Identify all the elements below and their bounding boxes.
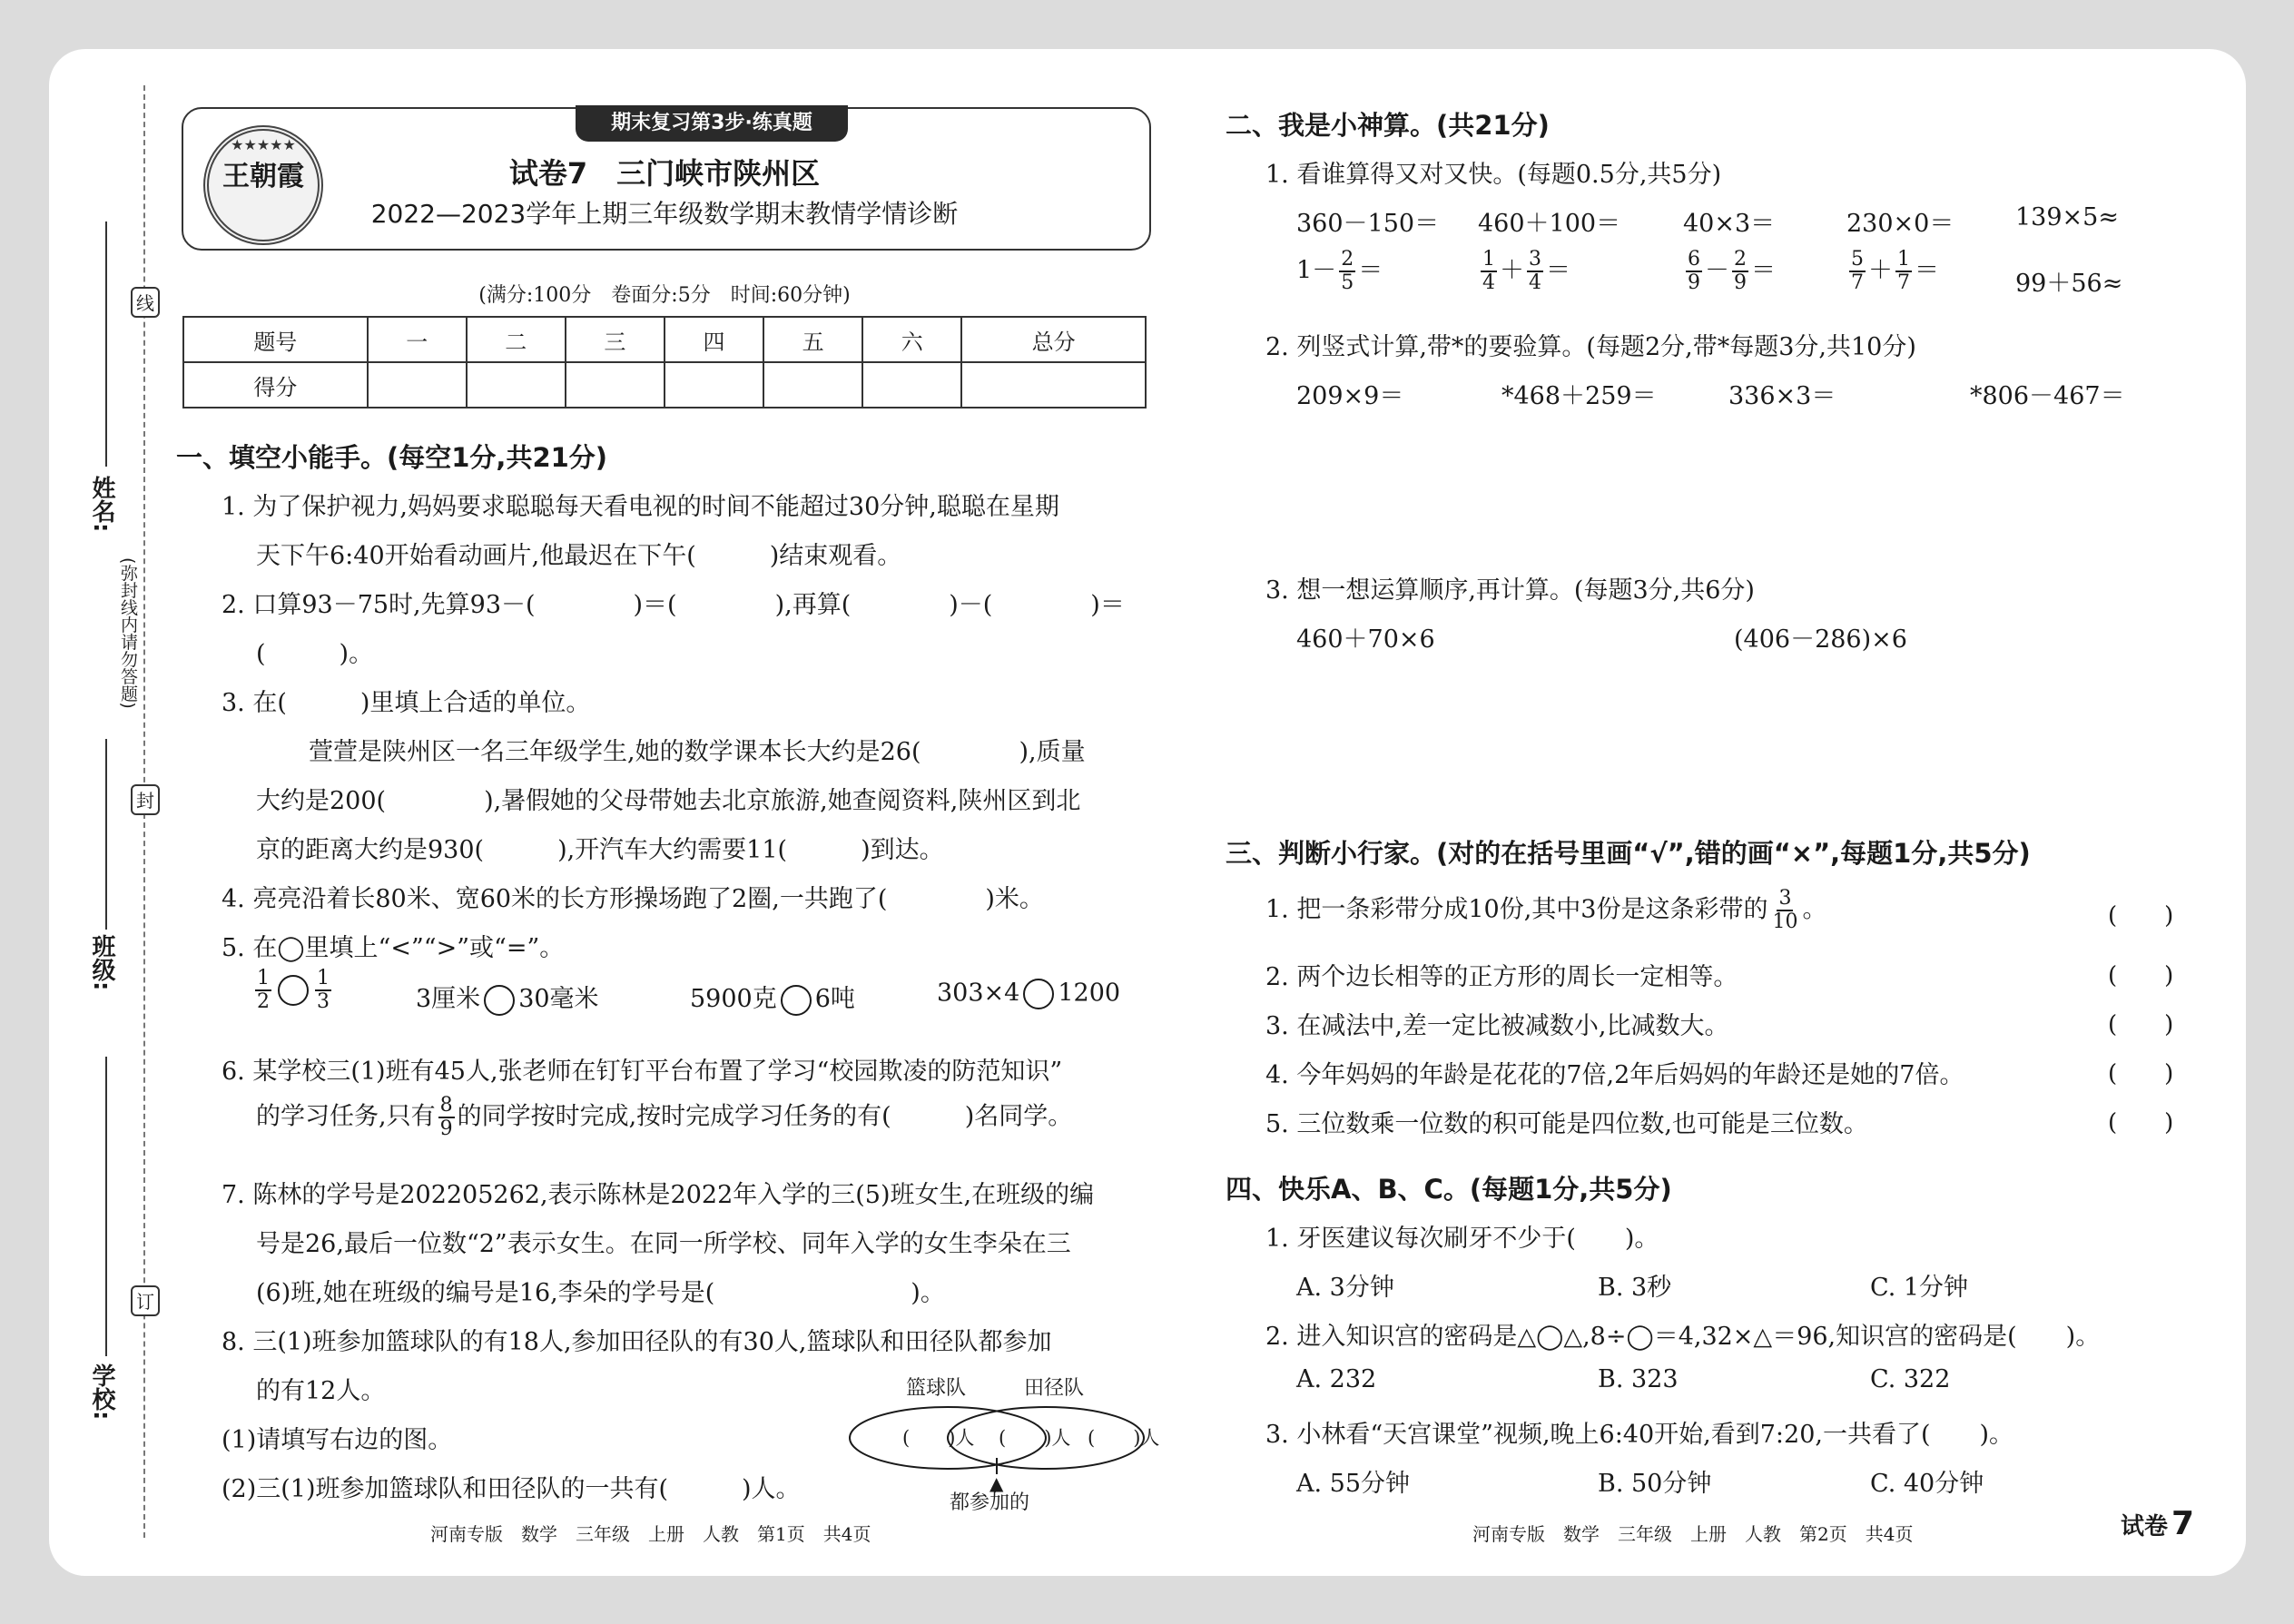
- score-header: 二: [467, 317, 566, 362]
- s4-q1-option-b[interactable]: B. 3秒: [1598, 1274, 1672, 1302]
- s2-calc-9: $\frac{5}{7}$ ＋ $\frac{1}{7}$ ＝: [1851, 248, 1939, 294]
- score-row-label: 得分: [183, 362, 368, 408]
- venn-arrow-icon: ▲: [989, 1472, 1004, 1494]
- s2-calc-5: 139×5≈: [2015, 203, 2119, 231]
- school-label: 学校:: [88, 1363, 115, 1421]
- score-header: 六: [862, 317, 961, 362]
- s2-calc-6: 1－ $\frac{2}{5}$ ＝: [1296, 248, 1383, 294]
- binding-warning: (弥封线内请勿答题): [118, 557, 138, 709]
- score-header: 题号: [183, 317, 368, 362]
- s4-q3: 3. 小林看“天宫课堂”视频,晚上6:40开始,看到7:20,一共看了( )。: [1265, 1421, 2014, 1449]
- fraction: $\frac{8}{9}$: [439, 1094, 453, 1140]
- s4-q2-option-c[interactable]: C. 322: [1870, 1365, 1951, 1393]
- fraction: $\frac{1}{3}$: [317, 967, 330, 1013]
- s2-calc-2: 460＋100＝: [1478, 210, 1621, 238]
- s1-q5-item-3: 5900克 6吨: [690, 979, 855, 1016]
- compare-circle[interactable]: [781, 985, 812, 1016]
- s4-q3-option-a[interactable]: A. 55分钟: [1296, 1470, 1411, 1498]
- s2-vertical-3: 336×3＝: [1728, 382, 1836, 410]
- score-cell[interactable]: [467, 362, 566, 408]
- s2-q3: 3. 想一想运算顺序,再计算。(每题3分,共6分): [1265, 576, 1755, 605]
- s1-q1-line1: 1. 为了保护视力,妈妈要求聪聪每天看电视的时间不能超过30分钟,聪聪在星期: [222, 493, 1059, 521]
- binding-seal-label: 封: [131, 784, 160, 815]
- s2-calc-7: $\frac{1}{4}$ ＋ $\frac{3}{4}$ ＝: [1482, 248, 1570, 294]
- s2-calc-4: 230×0＝: [1846, 210, 1954, 238]
- venn-right-label: 田径队: [1024, 1377, 1085, 1400]
- s2-calc-1: 360－150＝: [1296, 210, 1440, 238]
- section-4-title: 四、快乐A、B、C。(每题1分,共5分): [1226, 1174, 1672, 1205]
- s4-q1-option-c[interactable]: C. 1分钟: [1870, 1274, 1969, 1302]
- s1-q6-line2: 的学习任务,只有 $\frac{8}{9}$ 的同学按时完成,按时完成学习任务的有( )名同学。: [256, 1094, 1073, 1140]
- step-banner: 期末复习第3步·练真题: [576, 105, 848, 142]
- s3-answer-bracket-1[interactable]: ( ): [2108, 902, 2174, 930]
- venn-blank-right[interactable]: ( )人: [1088, 1427, 1160, 1449]
- fraction: $\frac{3}{10}$: [1772, 887, 1798, 933]
- s4-q1-option-a[interactable]: A. 3分钟: [1296, 1274, 1394, 1302]
- s2-op-2: (406－286)×6: [1734, 625, 1907, 654]
- class-line: [105, 739, 107, 930]
- compare-circle[interactable]: [484, 985, 515, 1016]
- venn-bottom-label: 都参加的: [950, 1491, 1030, 1514]
- logo-text: 王朝霞: [222, 161, 304, 192]
- logo-stars-icon: ★★★★★: [231, 136, 296, 153]
- fraction: $\frac{1}{7}$: [1897, 248, 1910, 294]
- binding-line-label: 线: [131, 287, 160, 318]
- exam-info: (满分:100分 卷面分:5分 时间:60分钟): [478, 284, 851, 307]
- fraction: $\frac{2}{5}$: [1341, 248, 1354, 294]
- s3-answer-bracket-5[interactable]: ( ): [2108, 1109, 2174, 1137]
- score-cell[interactable]: [368, 362, 467, 408]
- fraction: $\frac{5}{7}$: [1851, 248, 1864, 294]
- badge-number: 7: [2171, 1505, 2195, 1542]
- class-label: 班级:: [88, 934, 115, 991]
- s2-vertical-4: *806－467＝: [1970, 382, 2125, 410]
- compare-circle[interactable]: [278, 975, 309, 1006]
- s3-answer-bracket-2[interactable]: ( ): [2108, 962, 2174, 989]
- s4-q1: 1. 牙医建议每次刷牙不少于( )。: [1265, 1225, 1659, 1253]
- score-cell[interactable]: [566, 362, 665, 408]
- s4-q2-option-a[interactable]: A. 232: [1296, 1365, 1377, 1393]
- compare-circle[interactable]: [1023, 979, 1054, 1009]
- s2-q2: 2. 列竖式计算,带*的要验算。(每题2分,带*每题3分,共10分): [1265, 333, 1916, 361]
- s3-item-5: 5. 三位数乘一位数的积可能是四位数,也可能是三位数。: [1265, 1110, 1868, 1138]
- s1-q8-line2: 的有12人。: [256, 1377, 386, 1405]
- paper-subtitle: 2022—2023学年上期三年级数学期末教情学情诊断: [370, 199, 959, 229]
- s3-item-4: 4. 今年妈妈的年龄是花花的7倍,2年后妈妈的年龄还是她的7倍。: [1265, 1061, 1964, 1089]
- score-header: 总分: [961, 317, 1146, 362]
- fraction: $\frac{1}{4}$: [1482, 248, 1495, 294]
- fraction: $\frac{3}{4}$: [1529, 248, 1541, 294]
- fraction: $\frac{6}{9}$: [1688, 248, 1700, 294]
- s1-q8-sub2: (2)三(1)班参加篮球队和田径队的一共有( )人。: [222, 1475, 801, 1503]
- s1-q5: 5. 在◯里填上“<”“>”或“=”。: [222, 934, 565, 962]
- score-header: 一: [368, 317, 467, 362]
- s1-q1-line2: 天下午6:40开始看动画片,他最迟在下午( )结束观看。: [256, 542, 902, 570]
- score-header: 五: [763, 317, 862, 362]
- score-cell[interactable]: [665, 362, 763, 408]
- name-line: [105, 221, 107, 467]
- s3-item-2: 2. 两个边长相等的正方形的周长一定相等。: [1265, 963, 1738, 991]
- exam-sheet: [49, 49, 2246, 1576]
- s4-q3-option-c[interactable]: C. 40分钟: [1870, 1470, 1984, 1498]
- s1-q2-line2: ( )。: [256, 640, 374, 668]
- s1-q7-line1: 7. 陈林的学号是202205262,表示陈林是2022年入学的三(5)班女生,在班级的编: [222, 1181, 1095, 1209]
- s1-q3-line2: 萱萱是陕州区一名三年级学生,她的数学课本长大约是26( ),质量: [309, 738, 1086, 766]
- s4-q2-option-b[interactable]: B. 323: [1598, 1365, 1679, 1393]
- school-line: [105, 1057, 107, 1356]
- section-1-title: 一、填空小能手。(每空1分,共21分): [176, 442, 608, 473]
- s2-calc-3: 40×3＝: [1683, 210, 1776, 238]
- score-table: [182, 316, 1147, 408]
- s1-q5-item-4: 303×4 1200: [937, 979, 1120, 1009]
- section-3-title: 三、判断小行家。(对的在括号里画“√”,错的画“×”,每题1分,共5分): [1226, 838, 2031, 869]
- s3-answer-bracket-4[interactable]: ( ): [2108, 1060, 2174, 1088]
- s3-item-1: 1. 把一条彩带分成10份,其中3份是这条彩带的 $\frac{3}{10}$ 。: [1265, 887, 1827, 933]
- score-header: 三: [566, 317, 665, 362]
- fraction: $\frac{1}{2}$: [257, 967, 270, 1013]
- s2-vertical-2: *468＋259＝: [1501, 382, 1657, 410]
- section-2-title: 二、我是小神算。(共21分): [1226, 110, 1550, 141]
- fraction: $\frac{2}{9}$: [1734, 248, 1747, 294]
- s1-q7-line2: 号是26,最后一位数“2”表示女生。在同一所学校、同年入学的女生李朵在三: [256, 1230, 1071, 1258]
- s1-q3-line4: 京的距离大约是930( ),开汽车大约需要11( )到达。: [256, 836, 944, 864]
- s4-q2: 2. 进入知识宫的密码是△◯△,8÷◯＝4,32×△＝96,知识宫的密码是( )。: [1265, 1323, 2101, 1351]
- s2-vertical-1: 209×9＝: [1296, 382, 1404, 410]
- name-label: 姓名:: [88, 476, 115, 533]
- footer-right: 河南专版 数学 三年级 上册 人教 第2页 共4页: [1472, 1523, 1914, 1545]
- score-cell[interactable]: [862, 362, 961, 408]
- s1-q8-line1: 8. 三(1)班参加篮球队的有18人,参加田径队的有30人,篮球队和田径队都参加: [222, 1328, 1052, 1356]
- paper-title: 试卷7 三门峡市陕州区: [508, 156, 821, 191]
- score-cell[interactable]: [961, 362, 1146, 408]
- badge-text: 试卷: [2121, 1513, 2169, 1540]
- s2-calc-8: $\frac{6}{9}$ － $\frac{2}{9}$ ＝: [1688, 248, 1776, 294]
- s4-q3-option-b[interactable]: B. 50分钟: [1598, 1470, 1712, 1498]
- s3-answer-bracket-3[interactable]: ( ): [2108, 1011, 2174, 1038]
- s1-q3-line3: 大约是200( ),暑假她的父母带她去北京旅游,她查阅资料,陕州区到北: [256, 787, 1081, 815]
- s1-q5-item-1: [252, 968, 334, 1013]
- s1-q5-item-2: 3厘米 30毫米: [416, 979, 599, 1016]
- s1-q3-line1: 3. 在( )里填上合适的单位。: [222, 689, 591, 717]
- binding-cut-label: 订: [131, 1285, 160, 1316]
- s1-q6-line1: 6. 某学校三(1)班有45人,张老师在钉钉平台布置了学习“校园欺凌的防范知识”: [222, 1058, 1063, 1086]
- score-header: 四: [665, 317, 763, 362]
- venn-left-label: 篮球队: [906, 1377, 967, 1400]
- paper-badge: [2121, 1505, 2194, 1542]
- s3-item-3: 3. 在减法中,差一定比被减数小,比减数大。: [1265, 1012, 1729, 1040]
- score-cell[interactable]: [763, 362, 862, 408]
- venn-blank-mid[interactable]: ( )人: [999, 1427, 1071, 1449]
- venn-blank-left[interactable]: ( )人: [902, 1427, 975, 1449]
- s1-q8-sub1: (1)请填写右边的图。: [222, 1426, 453, 1454]
- s2-calc-10: 99＋56≈: [2015, 270, 2123, 298]
- footer-left: 河南专版 数学 三年级 上册 人教 第1页 共4页: [430, 1523, 871, 1545]
- s1-q2-line1: 2. 口算93－75时,先算93－( )＝( ),再算( )－( )＝: [222, 591, 1125, 619]
- s2-op-1: 460＋70×6: [1296, 625, 1435, 654]
- s1-q7-line3: (6)班,她在班级的编号是16,李朵的学号是( )。: [256, 1279, 945, 1307]
- s1-q4: 4. 亮亮沿着长80米、宽60米的长方形操场跑了2圈,一共跑了( )米。: [222, 885, 1044, 913]
- s2-q1: 1. 看谁算得又对又快。(每题0.5分,共5分): [1265, 161, 1722, 189]
